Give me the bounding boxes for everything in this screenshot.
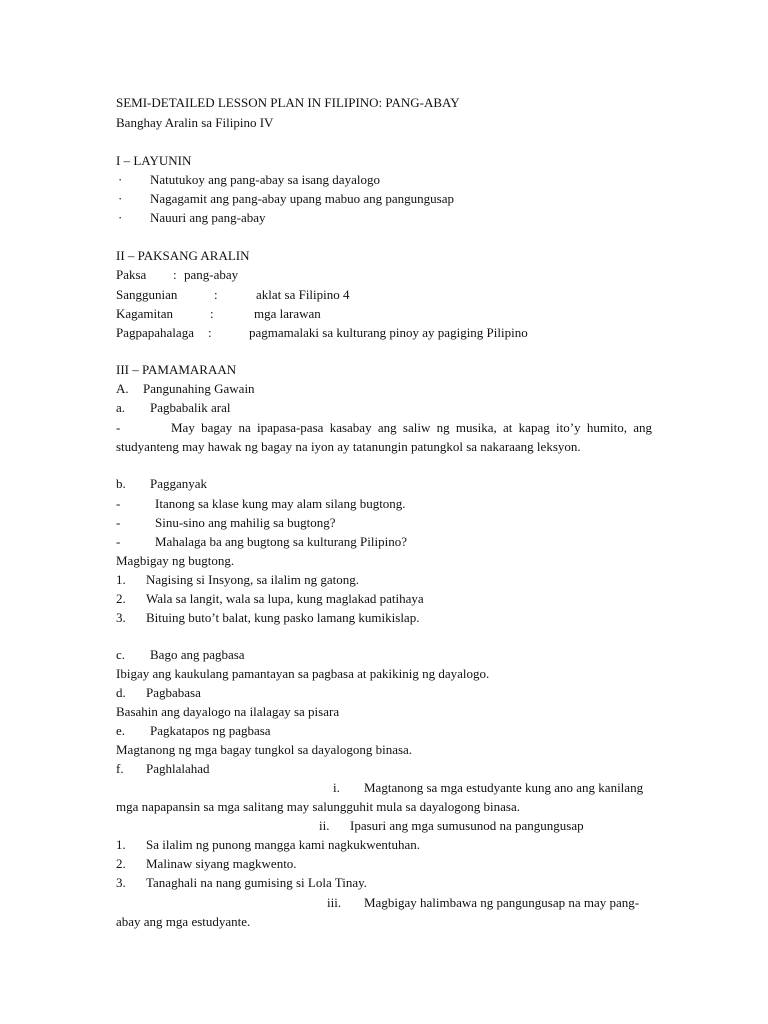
before-reading-label: Bago ang pagbasa [150, 647, 245, 662]
review-text-line2: studyanteng may hawak ng bagay na iyon ay tatanungin patungkol sa nakaraang leksyon. [116, 439, 581, 454]
objective-item: Natutukoy ang pang-abay sa isang dayalogo [150, 172, 380, 187]
bullet: · [118, 210, 123, 225]
section-pamamaraan-heading: III – PAMAMARAAN [116, 362, 237, 377]
values-label: Pagpapahalaga [116, 325, 194, 340]
materials-label: Kagamitan [116, 306, 174, 321]
motivation-question: Itanong sa klase kung may alam silang bugtong. [155, 496, 406, 511]
values-value: pagmamalaki sa kulturang pinoy ay pagiging Pilipino [249, 325, 528, 340]
reading-text: Basahin ang dayalogo na ilalagay sa pisara [116, 704, 340, 719]
subsection-marker: A. [116, 381, 129, 396]
motivation-label: Pagganyak [150, 476, 208, 491]
item-marker: b. [116, 476, 126, 491]
item-marker: e. [116, 723, 126, 738]
section-paksang-aralin-heading: II – PAKSANG ARALIN [116, 248, 250, 263]
roman-marker: ii. [319, 818, 330, 833]
riddle-intro: Magbigay ng bugtong. [116, 553, 235, 568]
dash: - [116, 534, 121, 549]
dash: - [116, 420, 121, 435]
sentence-text: Malinaw siyang magkwento. [146, 856, 297, 871]
presentation-step-i-line1: Magtanong sa mga estudyante kung ano ang kanilang [364, 780, 644, 795]
colon: : [173, 267, 177, 282]
riddle-text: Wala sa langit, wala sa lupa, kung maglakad patihaya [146, 591, 424, 606]
colon: : [210, 306, 214, 321]
bullet: · [118, 191, 123, 206]
review-label: Pagbabalik aral [150, 400, 231, 415]
sentence-number: 1. [116, 837, 126, 852]
presentation-step-ii: Ipasuri ang mga sumusunod na pangungusap [350, 818, 584, 833]
dash: - [116, 515, 121, 530]
reading-label: Pagbabasa [146, 685, 201, 700]
riddle-number: 3. [116, 610, 126, 625]
roman-marker: iii. [327, 895, 342, 910]
motivation-question: Mahalaga ba ang bugtong sa kulturang Pilipino? [155, 534, 408, 549]
item-marker: a. [116, 400, 126, 415]
sentence-number: 3. [116, 875, 126, 890]
bullet: · [118, 172, 123, 187]
sentence-text: Tanaghali na nang gumising si Lola Tinay. [146, 875, 368, 890]
item-marker: d. [116, 685, 126, 700]
sentence-number: 2. [116, 856, 126, 871]
presentation-step-iii-line2: abay ang mga estudyante. [116, 914, 251, 929]
riddle-text: Bituing buto’t balat, kung pasko lamang kumikislap. [146, 610, 420, 625]
riddle-number: 2. [116, 591, 126, 606]
after-reading-text: Magtanong ng mga bagay tungkol sa dayalogong binasa. [116, 742, 413, 757]
presentation-label: Paghlalahad [146, 761, 210, 776]
riddle-number: 1. [116, 572, 126, 587]
document-title: SEMI-DETAILED LESSON PLAN IN FILIPINO: PANG-ABAY [116, 95, 460, 110]
presentation-step-iii-line1: Magbigay halimbawa ng pangungusap na may pang- [364, 895, 640, 910]
presentation-step-i-line2: mga napapansin sa mga salitang may salungguhit mula sa dayalogong binasa. [116, 799, 520, 814]
colon: : [214, 287, 218, 302]
subject-label: Paksa [116, 267, 147, 282]
materials-value: mga larawan [254, 306, 321, 321]
before-reading-text: Ibigay ang kaukulang pamantayan sa pagbasa at pakikinig ng dayalogo. [116, 666, 490, 681]
motivation-question: Sinu-sino ang mahilig sa bugtong? [155, 515, 336, 530]
dash: - [116, 496, 121, 511]
section-layunin-heading: I – LAYUNIN [116, 153, 192, 168]
item-marker: f. [116, 761, 124, 776]
document-subtitle: Banghay Aralin sa Filipino IV [116, 115, 274, 130]
review-text-line1: May bagay na ipapasa-pasa kasabay ang saliw ng musika, at kapag ito’y humito, ang [171, 420, 652, 435]
objective-item: Nagagamit ang pang-abay upang mabuo ang pangungusap [150, 191, 454, 206]
reference-label: Sanggunian [116, 287, 178, 302]
subsection-a-label: Pangunahing Gawain [143, 381, 255, 396]
colon: : [208, 325, 212, 340]
roman-marker: i. [333, 780, 340, 795]
after-reading-label: Pagkatapos ng pagbasa [150, 723, 271, 738]
reference-value: aklat sa Filipino 4 [256, 287, 350, 302]
item-marker: c. [116, 647, 126, 662]
sentence-text: Sa ilalim ng punong mangga kami nagkukwentuhan. [146, 837, 421, 852]
objective-item: Nauuri ang pang-abay [150, 210, 266, 225]
riddle-text: Nagising si Insyong, sa ilalim ng gatong. [146, 572, 360, 587]
subject-value: pang-abay [184, 267, 239, 282]
